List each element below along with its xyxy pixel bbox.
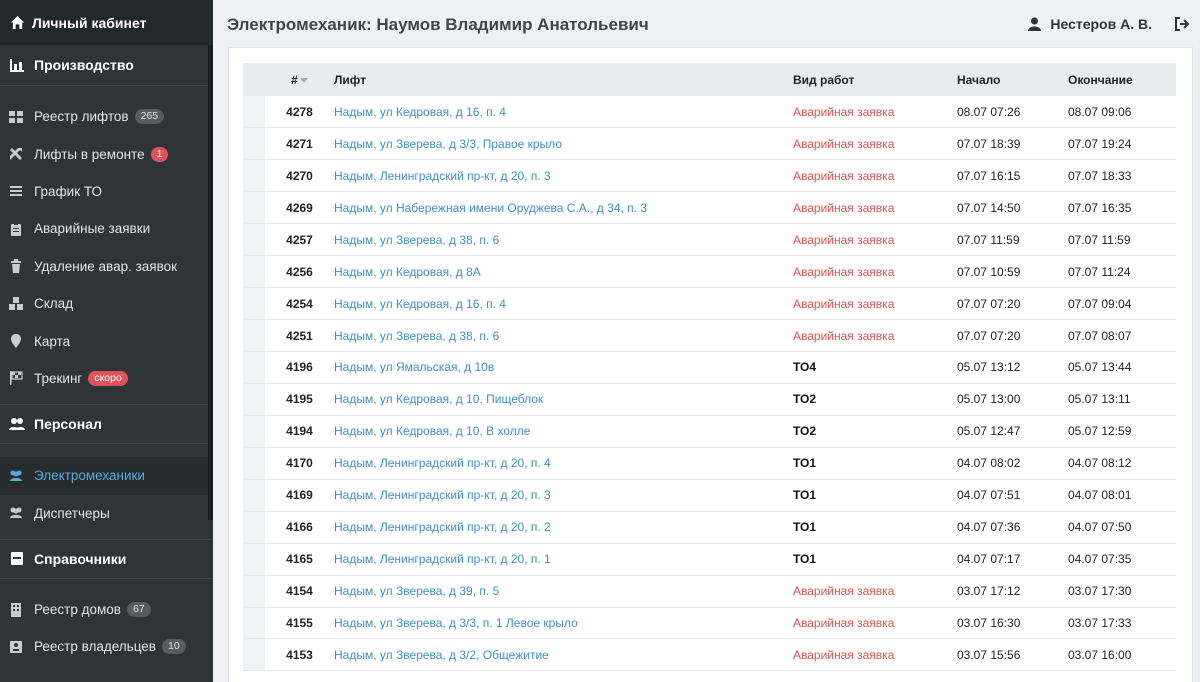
row-spacer <box>243 160 265 192</box>
lift-link[interactable]: Надым, Ленинградский пр-кт, д 20, п. 2 <box>334 520 551 535</box>
lift-link[interactable]: Надым, ул Зверева, д 3/2, Общежитие <box>334 647 549 662</box>
sidebar-home-link[interactable] <box>0 0 213 45</box>
row-end: 05.07 13:11 <box>1068 392 1131 407</box>
row-spacer <box>243 447 265 479</box>
row-id: 4166 <box>286 520 313 535</box>
row-work-type: Аварийная заявка <box>793 136 895 151</box>
row-start: 07.07 16:15 <box>957 168 1021 183</box>
row-lift-cell <box>334 383 793 415</box>
soon-badge: скоро <box>88 371 127 386</box>
lift-link[interactable]: Надым, ул Зверева, д 38, п. 6 <box>334 328 500 343</box>
table-row[interactable] <box>243 320 1176 352</box>
row-work-type: ТО1 <box>793 552 817 567</box>
row-lift-cell <box>334 288 793 320</box>
row-spacer <box>243 575 265 607</box>
sidebar-item-label: Склад <box>34 296 74 312</box>
row-lift-cell <box>334 543 793 575</box>
row-lift-cell <box>334 96 793 128</box>
row-work-type: ТО1 <box>793 488 817 503</box>
row-end: 03.07 16:00 <box>1068 647 1132 662</box>
header <box>213 0 1200 46</box>
row-work-type: ТО2 <box>793 424 817 439</box>
row-spacer <box>243 96 265 128</box>
sidebar-item-label: Трекинг <box>34 370 83 386</box>
works-table <box>243 63 1176 671</box>
row-id: 4254 <box>286 296 313 311</box>
sidebar-item-label: Электромеханики <box>34 468 145 484</box>
row-id: 4271 <box>286 136 313 151</box>
sidebar-item-label: Реестр лифтов <box>34 109 129 125</box>
column-header-lift[interactable]: Лифт <box>334 72 367 87</box>
sidebar-item-owner-registry[interactable] <box>0 628 213 665</box>
list-icon <box>9 184 23 198</box>
table-row[interactable] <box>243 575 1176 607</box>
row-id: 4165 <box>286 552 313 567</box>
sidebar-item-label: Лифты в ремонте <box>34 146 145 162</box>
sidebar-item-label: Удаление авар. заявок <box>34 258 178 274</box>
row-spacer <box>243 128 265 160</box>
table-row[interactable] <box>243 383 1176 415</box>
sidebar-scrollbar[interactable] <box>208 45 213 520</box>
row-id: 4196 <box>286 360 313 375</box>
sidebar-item-tracking[interactable] <box>0 360 213 397</box>
row-work-type: Аварийная заявка <box>793 647 895 662</box>
table-row[interactable] <box>243 479 1176 511</box>
row-end: 07.07 11:59 <box>1068 232 1131 247</box>
section-production-label: Производство <box>34 57 134 73</box>
row-end: 08.07 09:06 <box>1068 104 1132 119</box>
row-work-type: Аварийная заявка <box>793 615 895 630</box>
lift-link[interactable]: Надым, ул Кедровая, д 8А <box>334 264 481 279</box>
row-start: 03.07 15:56 <box>957 647 1021 662</box>
row-spacer <box>243 543 265 575</box>
row-start: 04.07 07:51 <box>957 488 1021 503</box>
count-badge: 265 <box>135 109 165 124</box>
user-icon <box>1028 17 1041 31</box>
table-row[interactable] <box>243 128 1176 160</box>
user-menu[interactable] <box>1028 16 1152 32</box>
lift-link[interactable]: Надым, ул Зверева, д 3/3, п. 1 Левое крыло <box>334 615 578 630</box>
row-start: 05.07 13:12 <box>957 360 1021 375</box>
row-start: 03.07 16:30 <box>957 615 1021 630</box>
row-id: 4153 <box>286 647 313 662</box>
row-lift-cell <box>334 352 793 384</box>
table-row[interactable] <box>243 447 1176 479</box>
row-lift-cell <box>334 447 793 479</box>
row-id: 4269 <box>286 200 313 215</box>
book-icon <box>9 551 25 566</box>
sidebar-item-warehouse[interactable] <box>0 285 213 322</box>
row-start: 07.07 07:20 <box>957 296 1021 311</box>
row-work-type: Аварийная заявка <box>793 584 895 599</box>
sidebar-item-label: Диспетчеры <box>34 505 110 521</box>
column-header-work-type[interactable]: Вид работ <box>793 72 855 87</box>
row-end: 04.07 07:50 <box>1068 520 1132 535</box>
users-icon <box>9 506 23 520</box>
home-icon <box>10 15 25 30</box>
sidebar-item-map[interactable] <box>0 322 213 359</box>
row-end: 07.07 19:24 <box>1068 136 1132 151</box>
row-end: 07.07 09:04 <box>1068 296 1132 311</box>
row-id: 4155 <box>286 615 313 630</box>
section-references <box>0 540 213 578</box>
row-lift-cell <box>334 479 793 511</box>
row-end: 03.07 17:33 <box>1068 615 1132 630</box>
row-work-type: ТО4 <box>793 360 817 375</box>
sidebar-item-label: Аварийные заявки <box>34 221 151 237</box>
row-work-type: Аварийная заявка <box>793 168 895 183</box>
row-end: 04.07 07:35 <box>1068 552 1132 567</box>
section-references-label: Справочники <box>34 550 127 567</box>
row-lift-cell <box>334 160 793 192</box>
row-spacer <box>243 192 265 224</box>
users-icon <box>9 417 25 432</box>
row-end: 04.07 08:01 <box>1068 488 1132 503</box>
row-lift-cell <box>334 415 793 447</box>
user-name: Нестеров А. В. <box>1050 16 1152 32</box>
table-row[interactable] <box>243 415 1176 447</box>
row-work-type: Аварийная заявка <box>793 264 895 279</box>
sidebar-home-label: Личный кабинет <box>32 14 147 31</box>
table-row[interactable] <box>243 639 1176 671</box>
row-spacer <box>243 224 265 256</box>
sidebar-item-maintenance-schedule[interactable] <box>0 173 213 210</box>
row-start: 04.07 07:36 <box>957 520 1021 535</box>
row-end: 05.07 13:44 <box>1068 360 1132 375</box>
map-marker-icon <box>9 334 23 348</box>
building-icon <box>9 603 23 617</box>
row-end: 05.07 12:59 <box>1068 424 1132 439</box>
row-lift-cell <box>334 128 793 160</box>
row-work-type: Аварийная заявка <box>793 104 895 119</box>
sidebar-item-dispatchers[interactable] <box>0 495 213 532</box>
row-start: 07.07 10:59 <box>957 264 1021 279</box>
table-row[interactable] <box>243 288 1176 320</box>
row-work-type: Аварийная заявка <box>793 296 895 311</box>
row-work-type: ТО1 <box>793 520 817 535</box>
grid-icon <box>9 110 23 124</box>
table-row[interactable] <box>243 543 1176 575</box>
row-lift-cell <box>334 607 793 639</box>
table-header-spacer <box>243 63 265 96</box>
sidebar-item-lifts-in-repair[interactable] <box>0 135 213 172</box>
row-id: 4251 <box>286 328 313 343</box>
row-spacer <box>243 256 265 288</box>
row-spacer <box>243 607 265 639</box>
row-start: 08.07 07:26 <box>957 104 1021 119</box>
row-lift-cell <box>334 639 793 671</box>
row-spacer <box>243 415 265 447</box>
table-header-row <box>243 63 1176 96</box>
lift-link[interactable]: Надым, ул Набережная имени Оруджева С.А., д 34, п. 3 <box>334 200 647 215</box>
logout-icon[interactable] <box>1174 16 1190 32</box>
row-lift-cell <box>334 192 793 224</box>
table-row[interactable] <box>243 192 1176 224</box>
row-spacer <box>243 479 265 511</box>
sidebar-item-label: График ТО <box>34 183 103 199</box>
row-end: 03.07 17:30 <box>1068 584 1132 599</box>
row-lift-cell <box>334 224 793 256</box>
row-lift-cell <box>334 256 793 288</box>
row-spacer <box>243 352 265 384</box>
count-badge: 10 <box>162 639 186 654</box>
sidebar-item-label: Карта <box>34 333 71 349</box>
row-start: 05.07 13:00 <box>957 392 1021 407</box>
row-start: 07.07 07:20 <box>957 328 1021 343</box>
row-lift-cell <box>334 320 793 352</box>
row-work-type: Аварийная заявка <box>793 328 895 343</box>
row-lift-cell <box>334 575 793 607</box>
column-header-end[interactable]: Окончание <box>1068 72 1133 87</box>
table-row[interactable] <box>243 352 1176 384</box>
section-staff <box>0 405 213 443</box>
row-spacer <box>243 320 265 352</box>
trash-icon <box>9 259 23 273</box>
lift-link[interactable]: Надым, ул Кедровая, д 16, п. 4 <box>334 104 506 119</box>
row-start: 07.07 11:59 <box>957 232 1020 247</box>
lift-link[interactable]: Надым, ул Зверева, д 39, п. 5 <box>334 584 500 599</box>
flag-checkered-icon <box>9 371 23 385</box>
row-id: 4270 <box>286 168 313 183</box>
row-start: 07.07 14:50 <box>957 200 1021 215</box>
cubes-icon <box>9 297 23 311</box>
sidebar-item-label: Реестр владельцев <box>34 639 156 655</box>
row-end: 07.07 11:24 <box>1068 264 1131 279</box>
row-id: 4154 <box>286 584 313 599</box>
row-id: 4194 <box>286 424 313 439</box>
table-row[interactable] <box>243 96 1176 128</box>
sidebar-item-label: Реестр домов <box>34 602 121 618</box>
lift-link[interactable]: Надым, Ленинградский пр-кт, д 20, п. 1 <box>334 552 551 567</box>
row-spacer <box>243 288 265 320</box>
row-lift-cell <box>334 511 793 543</box>
column-header-id[interactable] <box>265 63 334 96</box>
column-header-label: # <box>291 72 298 87</box>
lift-link[interactable]: Надым, ул Кедровая, д 10, В холле <box>334 424 531 439</box>
row-work-type: Аварийная заявка <box>793 232 895 247</box>
row-start: 07.07 18:39 <box>957 136 1021 151</box>
content-card <box>228 47 1193 682</box>
lift-link[interactable]: Надым, Ленинградский пр-кт, д 20, п. 3 <box>334 488 551 503</box>
row-start: 04.07 07:17 <box>957 552 1021 567</box>
users-icon <box>9 469 23 483</box>
count-badge: 1 <box>151 147 169 162</box>
section-production <box>0 45 213 85</box>
row-id: 4257 <box>286 232 313 247</box>
lift-link[interactable]: Надым, ул Ямальская, д 10в <box>334 360 495 375</box>
column-header-start[interactable]: Начало <box>957 72 1001 87</box>
count-badge: 67 <box>127 602 151 617</box>
table-row[interactable] <box>243 511 1176 543</box>
table-body <box>243 96 1176 671</box>
section-staff-label: Персонал <box>34 416 102 433</box>
chart-icon <box>9 58 25 73</box>
row-start: 03.07 17:12 <box>957 584 1021 599</box>
row-end: 04.07 08:12 <box>1068 456 1132 471</box>
lift-link[interactable]: Надым, Ленинградский пр-кт, д 20, п. 3 <box>334 168 551 183</box>
row-spacer <box>243 383 265 415</box>
row-id: 4170 <box>286 456 313 471</box>
lift-link[interactable]: Надым, ул Зверева, д 3/3, Правое крыло <box>334 136 562 151</box>
lift-link[interactable]: Надым, Ленинградский пр-кт, д 20, п. 4 <box>334 456 551 471</box>
lift-link[interactable]: Надым, ул Кедровая, д 16, п. 4 <box>334 296 506 311</box>
id-card-icon <box>9 640 23 654</box>
row-end: 07.07 08:07 <box>1068 328 1132 343</box>
table-row[interactable] <box>243 224 1176 256</box>
row-id: 4169 <box>286 488 313 503</box>
row-start: 05.07 12:47 <box>957 424 1021 439</box>
row-spacer <box>243 511 265 543</box>
row-spacer <box>243 639 265 671</box>
table-row[interactable] <box>243 607 1176 639</box>
row-work-type: ТО1 <box>793 456 817 471</box>
sidebar-item-electromechanics[interactable] <box>0 457 213 494</box>
row-id: 4195 <box>286 392 313 407</box>
sort-desc-icon[interactable] <box>300 78 308 83</box>
sidebar <box>0 0 213 682</box>
table-row[interactable] <box>243 160 1176 192</box>
sidebar-item-emergency-requests[interactable] <box>0 210 213 247</box>
sidebar-item-lift-registry[interactable] <box>0 98 213 135</box>
row-end: 07.07 16:35 <box>1068 200 1132 215</box>
row-id: 4256 <box>286 264 313 279</box>
row-work-type: ТО2 <box>793 392 817 407</box>
sidebar-item-house-registry[interactable] <box>0 591 213 628</box>
clipboard-icon <box>9 222 23 236</box>
row-work-type: Аварийная заявка <box>793 200 895 215</box>
sidebar-item-delete-requests[interactable] <box>0 248 213 285</box>
table-row[interactable] <box>243 256 1176 288</box>
lift-link[interactable]: Надым, ул Зверева, д 38, п. 6 <box>334 232 500 247</box>
row-start: 04.07 08:02 <box>957 456 1021 471</box>
row-end: 07.07 18:33 <box>1068 168 1132 183</box>
page-title: Электромеханик: Наумов Владимир Анатольевич <box>227 15 649 34</box>
lift-link[interactable]: Надым, ул Кедровая, д 10, Пищеблок <box>334 392 544 407</box>
wrench-icon <box>9 147 23 161</box>
row-id: 4278 <box>286 104 313 119</box>
